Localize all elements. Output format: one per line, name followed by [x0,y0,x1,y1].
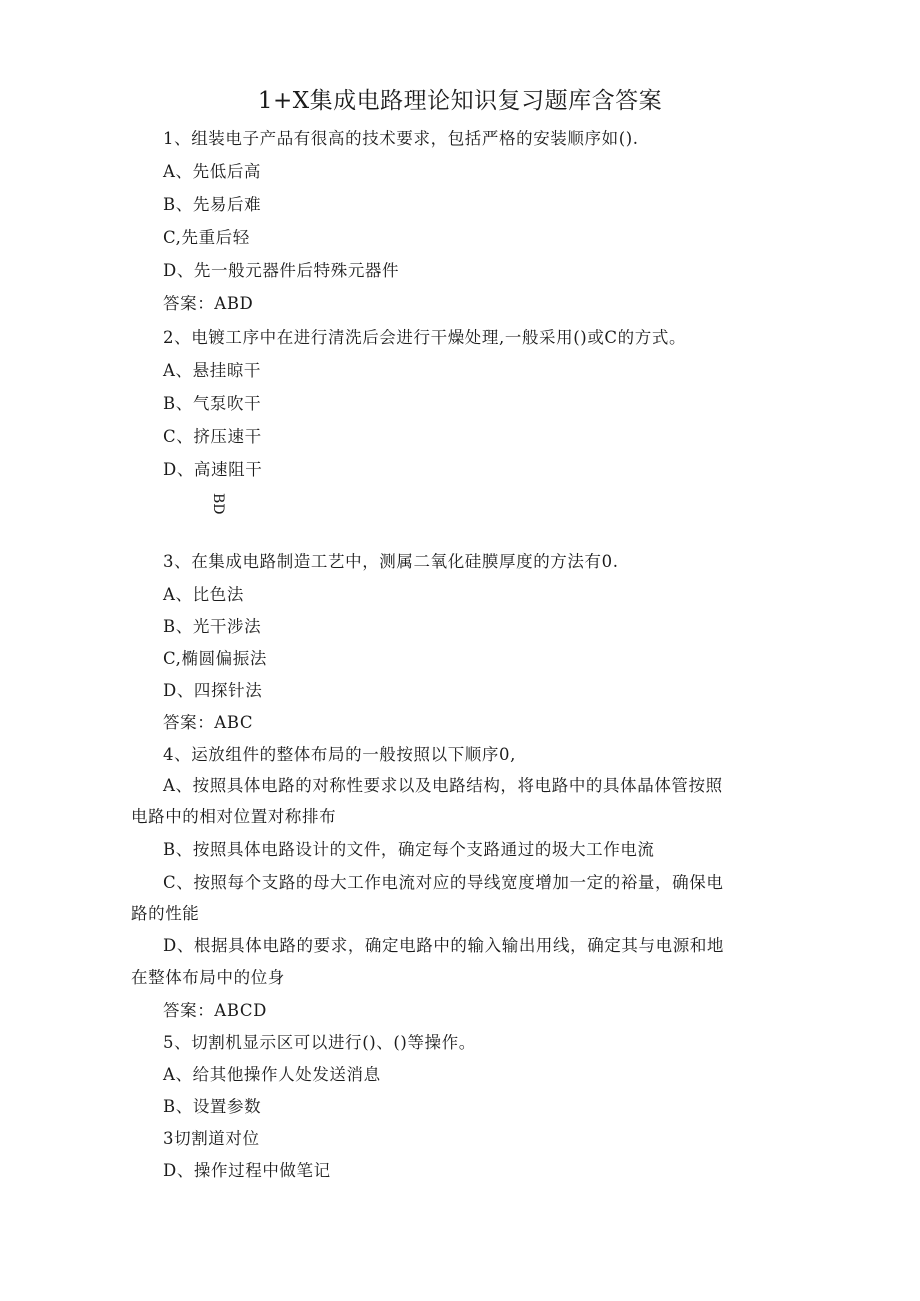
question-2-option-d: D、高速阻干 [163,460,263,479]
question-3-answer: 答案：ABC [163,713,254,732]
question-5-text: 5、切割机显示区可以进行()、()等操作。 [163,1033,476,1052]
question-4-option-c-line-1: C、按照每个支路的母大工作电流对应的导线宽度增加一定的裕量，确保电 [163,873,724,892]
question-5-option-d: D、操作过程中做笔记 [163,1161,331,1180]
question-4-text: 4、运放组件的整体布局的一般按照以下顺序0, [163,745,516,764]
question-1-option-c: C,先重后轻 [163,228,250,247]
question-2-option-a: A、悬挂晾干 [163,361,262,380]
question-5-option-a: A、给其他操作人处发送消息 [163,1065,381,1084]
question-5-option-b: B、设置参数 [163,1097,262,1116]
question-2-option-b: B、气泵吹干 [163,394,262,413]
question-3-option-a: A、比色法 [163,585,244,604]
question-1-option-b: B、先易后难 [163,195,262,214]
question-3-option-d: D、四探针法 [163,681,263,700]
question-3-text: 3、在集成电路制造工艺中，测属二氧化硅膜厚度的方法有0. [163,552,619,571]
question-3-option-b: B、光干涉法 [163,617,262,636]
question-2-option-c: C、挤压速干 [163,427,262,446]
question-4-option-d-line-1: D、根据具体电路的要求，确定电路中的输入输出用线，确定其与电源和地 [163,936,725,955]
question-1-option-a: A、先低后高 [163,162,262,181]
page-title: 1+X集成电路理论知识复习题库含答案 [257,88,663,114]
question-4-option-a-line-1: A、按照具体电路的对称性要求以及电路结构，将电路中的具体晶体管按照 [163,776,723,795]
question-3-option-c: C,椭圆偏振法 [163,649,267,668]
question-4-option-b: B、按照具体电路设计的文件，确定每个支路通过的圾大工作电流 [163,840,655,859]
question-2-rotated-answer: BD [210,493,226,515]
question-1-answer: 答案：ABD [163,294,254,313]
question-1-option-d: D、先一般元器件后特殊元器件 [163,261,400,280]
question-1-text: 1、组装电子产品有很高的技术要求，包括严格的安装顺序如(). [163,129,639,148]
question-4-option-a-line-2: 电路中的相对位置对称排布 [131,807,337,826]
question-4-option-d-line-2: 在整体布局中的位身 [131,968,285,987]
question-2-text: 2、电镀工序中在进行清洗后会进行干燥处理,一般采用()或C的方式。 [163,328,687,347]
question-5-option-c: 3切割道对位 [163,1129,260,1148]
question-4-answer: 答案：ABCD [163,1001,267,1020]
question-4-option-c-line-2: 路的性能 [131,904,200,923]
